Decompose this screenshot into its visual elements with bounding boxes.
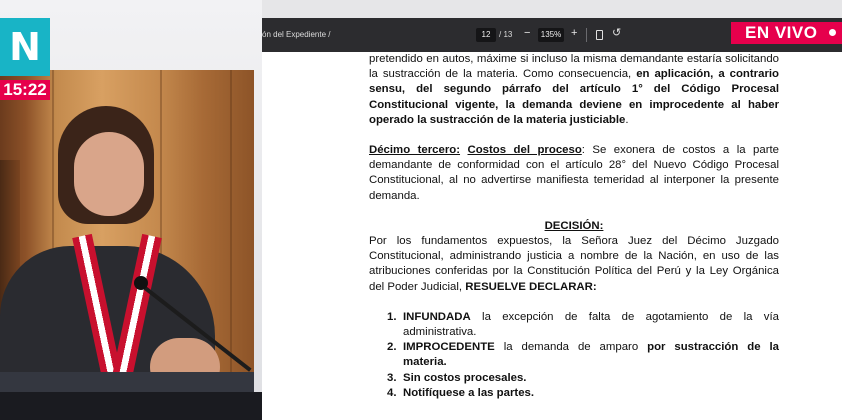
zoom-out-button[interactable]: − xyxy=(524,27,531,39)
zoom-level-input[interactable]: 135% xyxy=(538,28,564,42)
resolution-list xyxy=(387,310,779,401)
lower-bar xyxy=(0,392,262,420)
speaker-face xyxy=(74,132,144,216)
desk xyxy=(0,372,254,392)
list-item: 2. IMPROCEDENTE la demanda de amparo por sustracción de la materia. xyxy=(387,341,779,369)
paragraph-fundamentos: Por los fundamentos expuestos, la Señora Juez del Décimo Juzgado Constitucional, administrando justicia a nombre de la Nación, en uso de las atribuciones conferidas por la Constitución Política del Perú y la Ley Orgánica del Poder Judicial, RESUELVE DECLARAR: xyxy=(369,235,779,293)
logo-glyph: N xyxy=(9,25,41,69)
toolbar-divider xyxy=(586,28,587,42)
list-item: 3. Sin costos procesales. xyxy=(387,371,527,384)
document-title: ón del Expediente / xyxy=(262,30,331,39)
page-number-input[interactable]: 12 xyxy=(476,28,496,42)
pdf-page xyxy=(262,52,842,420)
network-n-logo xyxy=(0,18,50,76)
decision-heading: DECISIÓN: xyxy=(544,219,604,232)
live-badge: EN VIVO xyxy=(731,22,842,44)
rotate-icon[interactable]: ↺ xyxy=(612,26,622,39)
fit-page-icon[interactable] xyxy=(596,30,603,40)
paragraph-costos: Décimo tercero: Costos del proceso: Se exonera de costos a la parte demandante de conformidad con el artículo 28° del Nuevo Código Procesal Constitucional, al no advertirse manifiesta temeridad al interponer la presente demanda. xyxy=(369,144,780,202)
list-item: 1. INFUNDADA la excepción de falta de agotamiento de la vía administrativa. xyxy=(387,310,779,339)
page-total: / 13 xyxy=(499,30,513,39)
live-dot-icon xyxy=(829,29,836,36)
wall-panel-line xyxy=(230,70,232,392)
pdf-viewer xyxy=(262,18,842,420)
broadcast-clock: 15:22 xyxy=(0,80,50,100)
camera-feed xyxy=(0,70,254,392)
zoom-in-button[interactable]: + xyxy=(571,27,578,39)
microphone-icon xyxy=(134,276,148,290)
paragraph-sustraccion: pretendido en autos, máxime si incluso la misma demandante estaría solicitando la sustracción de la materia. Como consecuencia, en aplicación, a contrario sensu, del segundo párrafo del artículo 1° del Código Procesal Constitucional vigente, la demanda deviene en improcedente al haber operado la sustracción de la materia justiciable. xyxy=(369,53,779,126)
document-body xyxy=(369,52,779,401)
list-item: 4. Notifíquese a las partes. xyxy=(387,386,535,399)
